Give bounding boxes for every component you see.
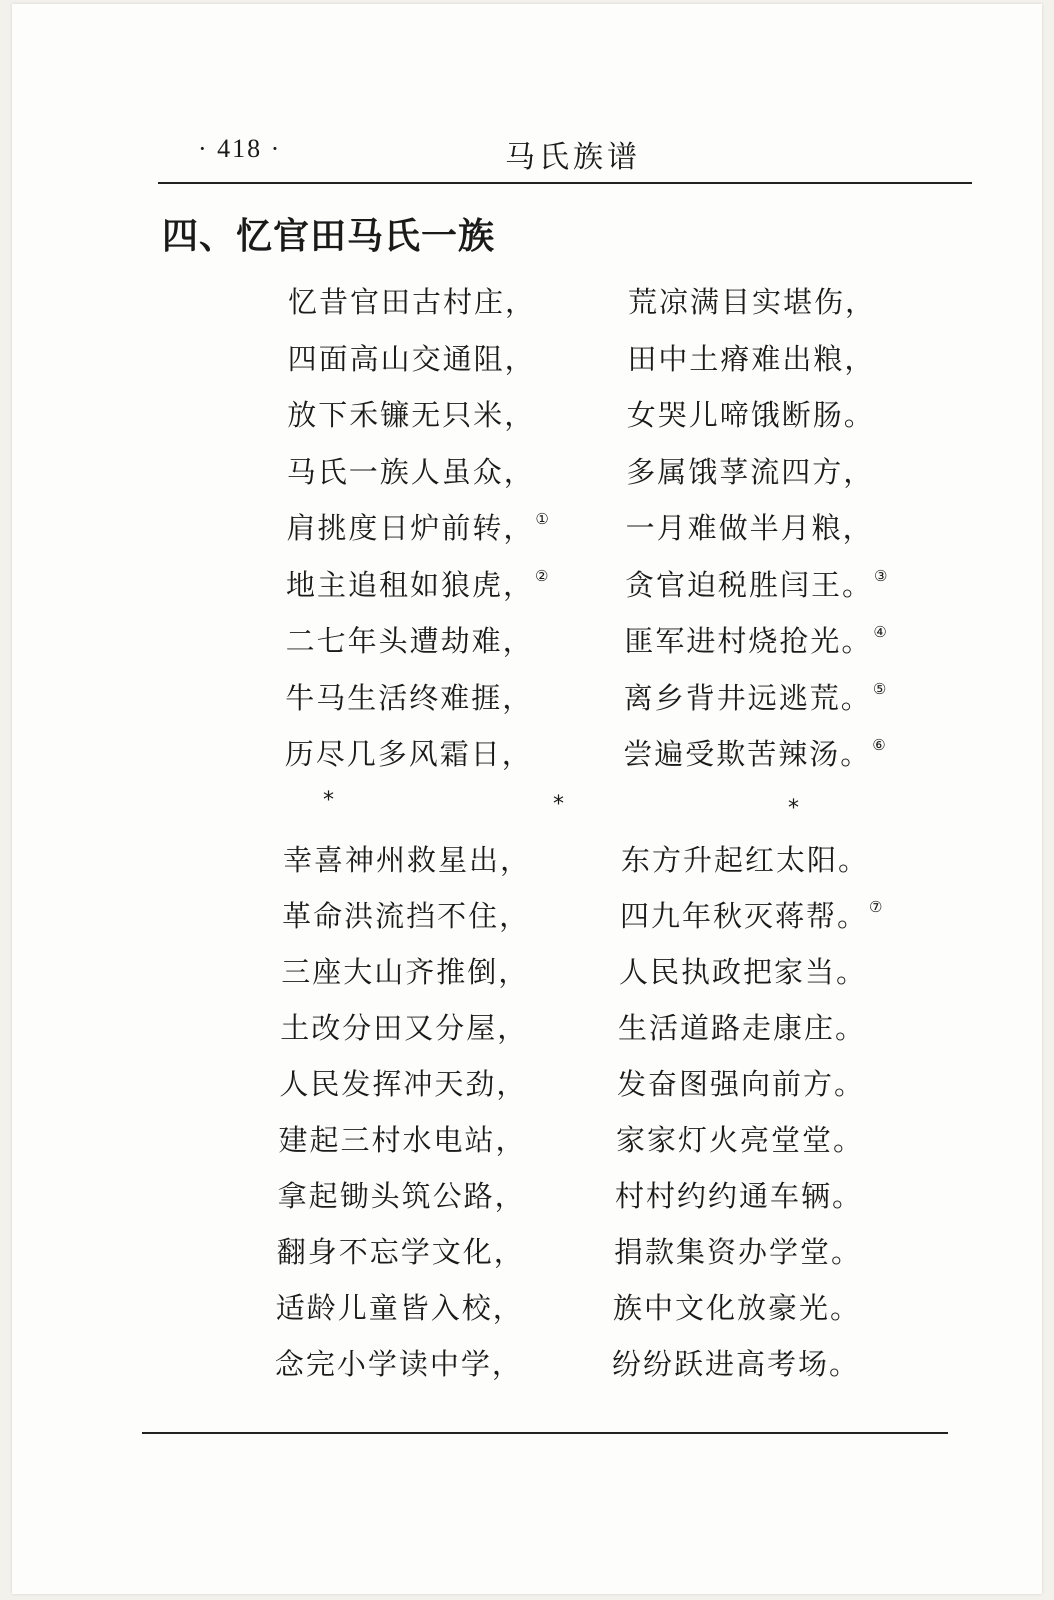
poem-line-left: 适龄儿童皆入校， — [275, 1291, 524, 1325]
poem-line-right: 东方升起红太阳。 — [621, 843, 870, 877]
poem-line-right: 捐款集资办学堂。 — [614, 1235, 863, 1269]
section-title: 四、忆官田马氏一族 — [162, 216, 496, 257]
poem-line-left: 革命洪流挡不住， — [282, 899, 531, 933]
poem-line-left: 牛马生活终难捱， — [285, 680, 534, 715]
poem-line-right: 匪军进村烧抢光。④ — [624, 623, 889, 658]
poem-line-right: 生活道路走康庄。 — [618, 1011, 867, 1045]
poem-line-left: 拿起锄头筑公路， — [277, 1179, 526, 1213]
poem-line-right: 田中土瘠难出粮， — [627, 341, 876, 376]
poem-line-right: 尝遍受欺苦辣汤。⑥ — [623, 736, 888, 771]
poem-line-right: 女哭儿啼饿断肠。 — [626, 398, 875, 432]
poem-line-left: 四面高山交通阻， — [287, 341, 536, 376]
poem-line-right: 家家灯火亮堂堂。 — [616, 1123, 865, 1157]
poem-line-left: 地主追租如狼虎，② — [286, 566, 551, 602]
poem-line-right: 四九年秋灭蒋帮。⑦ — [620, 898, 885, 933]
poem-line-right: 人民执政把家当。 — [619, 955, 868, 989]
poem-line-left: 人民发挥冲天劲， — [279, 1067, 528, 1101]
footnote-marker: ④ — [873, 623, 889, 641]
poem-line-left: 建起三村水电站， — [278, 1123, 527, 1157]
poem-line-left: 历尽几多风霜日， — [284, 737, 533, 771]
poem-line-right: 族中文化放豪光。 — [613, 1291, 862, 1325]
poem-line-left: 幸喜神州救星出， — [283, 843, 532, 877]
section-divider-star: * — [553, 792, 564, 817]
poem-line-right: 荒凉满目实堪伤， — [628, 285, 877, 319]
footnote-marker: ⑥ — [872, 736, 888, 754]
poem-line-right: 一月难做半月粮， — [625, 511, 874, 545]
poem-line-left: 翻身不忘学文化， — [276, 1235, 525, 1269]
footnote-marker: ⑤ — [872, 679, 889, 698]
poem-line-right: 贪官迫税胜闫王。③ — [625, 566, 890, 602]
page-number: · 418 · — [198, 134, 282, 163]
poem-line-left: 念完小学读中学， — [274, 1347, 523, 1381]
poem-line-left: 马氏一族人虽众， — [286, 454, 535, 489]
footer-rule — [142, 1432, 948, 1434]
poem-line-right: 发奋图强向前方。 — [617, 1067, 866, 1101]
running-title: 马氏族谱 — [505, 140, 641, 175]
poem-line-right: 村村约约通车辆。 — [615, 1179, 864, 1213]
poem-line-left: 土改分田又分屋， — [280, 1011, 529, 1045]
footnote-marker: ③ — [874, 566, 890, 585]
poem-line-right: 纷纷跃进高考场。 — [612, 1347, 861, 1381]
footnote-marker: ② — [535, 566, 551, 585]
poem-line-right: 多属饿莩流四方， — [626, 454, 875, 489]
footnote-marker: ⑦ — [869, 898, 885, 916]
poem-line-left: 三座大山齐推倒， — [281, 955, 530, 989]
poem-line-left: 忆昔官田古村庄， — [288, 285, 537, 319]
poem-line-left: 二七年头遭劫难， — [285, 624, 534, 658]
poem-line-left: 放下禾镰无只米， — [287, 398, 536, 432]
footnote-marker: ① — [535, 510, 551, 528]
section-divider-star: * — [323, 788, 334, 813]
section-divider-star: * — [788, 796, 799, 821]
poem-line-right: 离乡背井远逃荒。⑤ — [623, 679, 889, 715]
poem-line-left: 肩挑度日炉前转，① — [286, 510, 551, 545]
